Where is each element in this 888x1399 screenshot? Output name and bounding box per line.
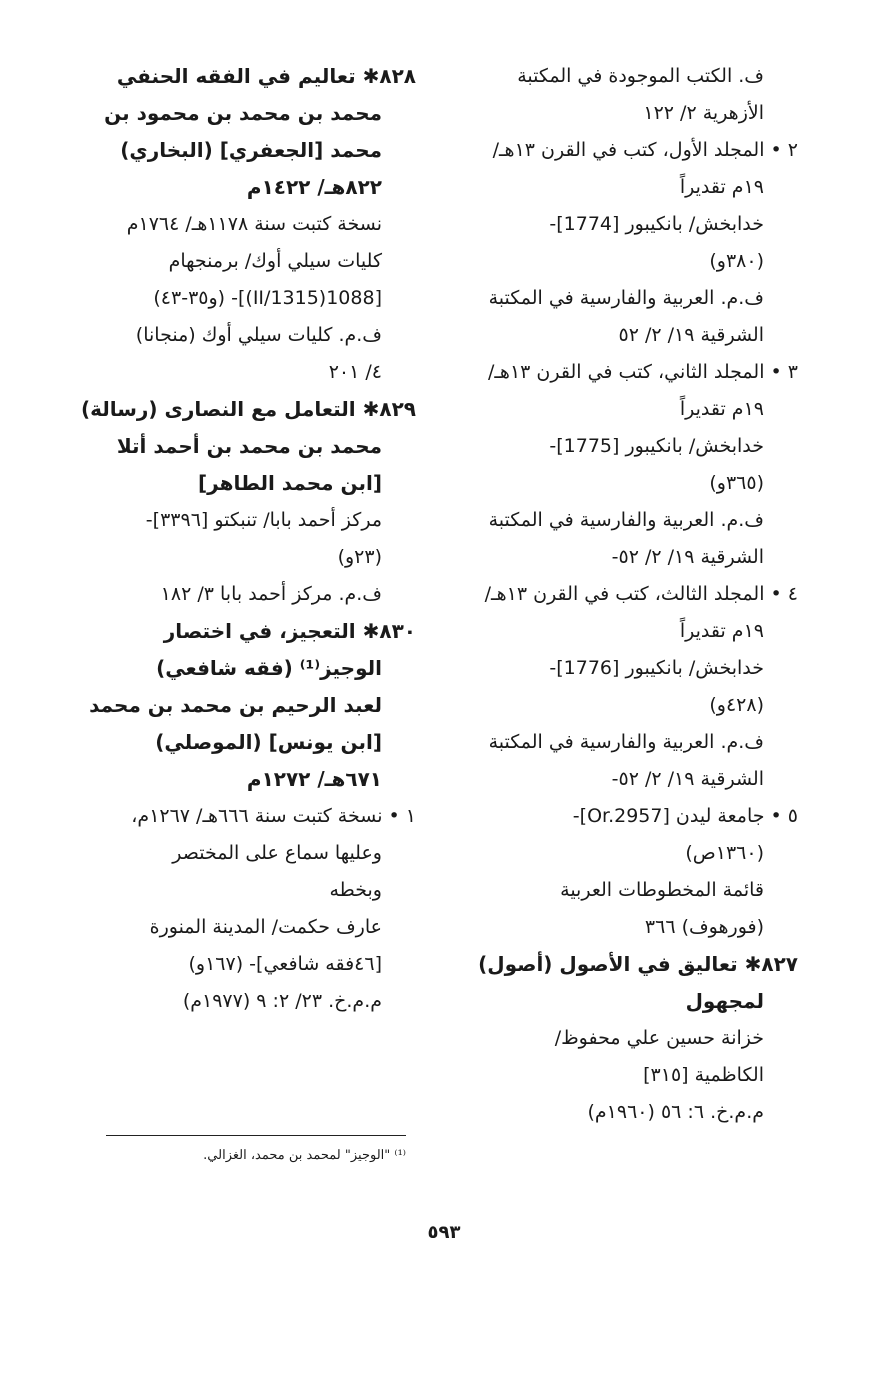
text-line: [1088(1315/II)]- (و٣٥-٤٣) bbox=[153, 287, 382, 309]
text-line: ٣ • المجلد الثاني، كتب في القرن ١٣هـ/ bbox=[487, 361, 798, 383]
text-line: ف.م. العربية والفارسية في المكتبة bbox=[488, 731, 764, 753]
entry-heading: ٨٣٠✱ التعجيز، في اختصار bbox=[163, 619, 416, 643]
text-line: [٤٦فقه شافعي]- (١٦٧و) bbox=[188, 953, 382, 975]
text-line: ١٩م تقديراً bbox=[679, 176, 764, 198]
text-line: الشرقية ١٩/ ٢/ ٥٢ bbox=[618, 324, 764, 346]
text-line: الشرقية ١٩/ ٢/ ٥٢- bbox=[611, 546, 764, 568]
text-line: [ابن محمد الطاهر] bbox=[198, 471, 382, 495]
text-line: محمد بن محمد بن أحمد أتلا bbox=[116, 434, 382, 458]
text-line: ف.م. كليات سيلي أوك (منجانا) bbox=[135, 324, 382, 346]
text-line: (١٣٦٠ص) bbox=[685, 842, 764, 864]
text-line: وبخطه bbox=[329, 879, 382, 901]
text-line: م.م.خ. ٦: ٥٦ (١٩٦٠م) bbox=[587, 1101, 764, 1123]
left-column bbox=[76, 58, 416, 1020]
text-line: خدابخش/ بانكيبور [1774]- bbox=[549, 213, 764, 235]
text-line: ١٩م تقديراً bbox=[679, 620, 764, 642]
text-line: ٦٧١هـ/ ١٢٧٢م bbox=[246, 767, 382, 791]
footnote: ⁽¹⁾ "الوجيز" لمحمد بن محمد، الغزالي. bbox=[203, 1148, 406, 1163]
entry-heading: ٨٢٩✱ التعامل مع النصارى (رسالة) bbox=[80, 397, 416, 421]
text-line: ٤/ ٢٠١ bbox=[328, 361, 382, 383]
entry-heading: ٨٢٧✱ تعاليق في الأصول (أصول) bbox=[478, 952, 798, 976]
text-line: (٣٦٥و) bbox=[709, 472, 764, 494]
text-line: ٢ • المجلد الأول، كتب في القرن ١٣هـ/ bbox=[492, 139, 798, 161]
text-line: محمد بن محمد بن محمود بن bbox=[104, 101, 382, 125]
text-line: الشرقية ١٩/ ٢/ ٥٢- bbox=[611, 768, 764, 790]
text-line: ١ • نسخة كتبت سنة ٦٦٦هـ/ ١٢٦٧م، bbox=[131, 805, 416, 827]
text-line: الأزهرية ٢/ ١٢٢ bbox=[643, 102, 764, 124]
text-line: ف.م. العربية والفارسية في المكتبة bbox=[488, 287, 764, 309]
text-line: م.م.خ. ٢٣/ ٢: ٩ (١٩٧٧م) bbox=[182, 990, 382, 1012]
text-line: لعبد الرحيم بن محمد بن محمد bbox=[89, 693, 382, 717]
text-line: الوجيز⁽¹⁾ (فقه شافعي) bbox=[156, 656, 382, 680]
text-line: لمجهول bbox=[685, 989, 764, 1013]
page-number: ٥٩٣ bbox=[427, 1222, 461, 1243]
footnote-divider bbox=[106, 1135, 406, 1136]
text-line: (فورهوف) ٣٦٦ bbox=[644, 916, 764, 938]
text-line: خزانة حسين علي محفوظ/ bbox=[554, 1027, 764, 1049]
text-line: ٥ • جامعة ليدن [Or.2957]- bbox=[572, 805, 798, 827]
entry-heading: ٨٢٨✱ تعاليم في الفقه الحنفي bbox=[116, 64, 416, 88]
text-line: ف.م. العربية والفارسية في المكتبة bbox=[488, 509, 764, 531]
text-line: وعليها سماع على المختصر bbox=[172, 842, 382, 864]
text-line: ف. الكتب الموجودة في المكتبة bbox=[517, 65, 764, 87]
text-line: ٤ • المجلد الثالث، كتب في القرن ١٣هـ/ bbox=[484, 583, 798, 605]
text-line: ١٩م تقديراً bbox=[679, 398, 764, 420]
text-line: ف.م. مركز أحمد بابا ٣/ ١٨٢ bbox=[160, 583, 382, 605]
text-line: (٢٣و) bbox=[337, 546, 382, 568]
text-line: خدابخش/ بانكيبور [1776]- bbox=[549, 657, 764, 679]
text-line: محمد [الجعفري] (البخاري) bbox=[120, 138, 382, 162]
text-line: عارف حكمت/ المدينة المنورة bbox=[149, 916, 382, 938]
text-line: خدابخش/ بانكيبور [1775]- bbox=[549, 435, 764, 457]
text-line: الكاظمية [٣١٥] bbox=[643, 1064, 764, 1086]
text-line: ٨٢٢هـ/ ١٤٢٢م bbox=[246, 175, 382, 199]
right-column bbox=[458, 58, 798, 1131]
text-line: نسخة كتبت سنة ١١٧٨هـ/ ١٧٦٤م bbox=[126, 213, 382, 235]
text-line: (٤٢٨و) bbox=[709, 694, 764, 716]
text-line: قائمة المخطوطات العربية bbox=[560, 879, 764, 901]
text-line: مركز أحمد بابا/ تنبكتو [٣٣٩٦]- bbox=[145, 509, 382, 531]
text-line: كليات سيلي أوك/ برمنجهام bbox=[168, 250, 382, 272]
text-line: (٣٨٠و) bbox=[709, 250, 764, 272]
text-line: [ابن يونس] (الموصلي) bbox=[155, 730, 382, 754]
